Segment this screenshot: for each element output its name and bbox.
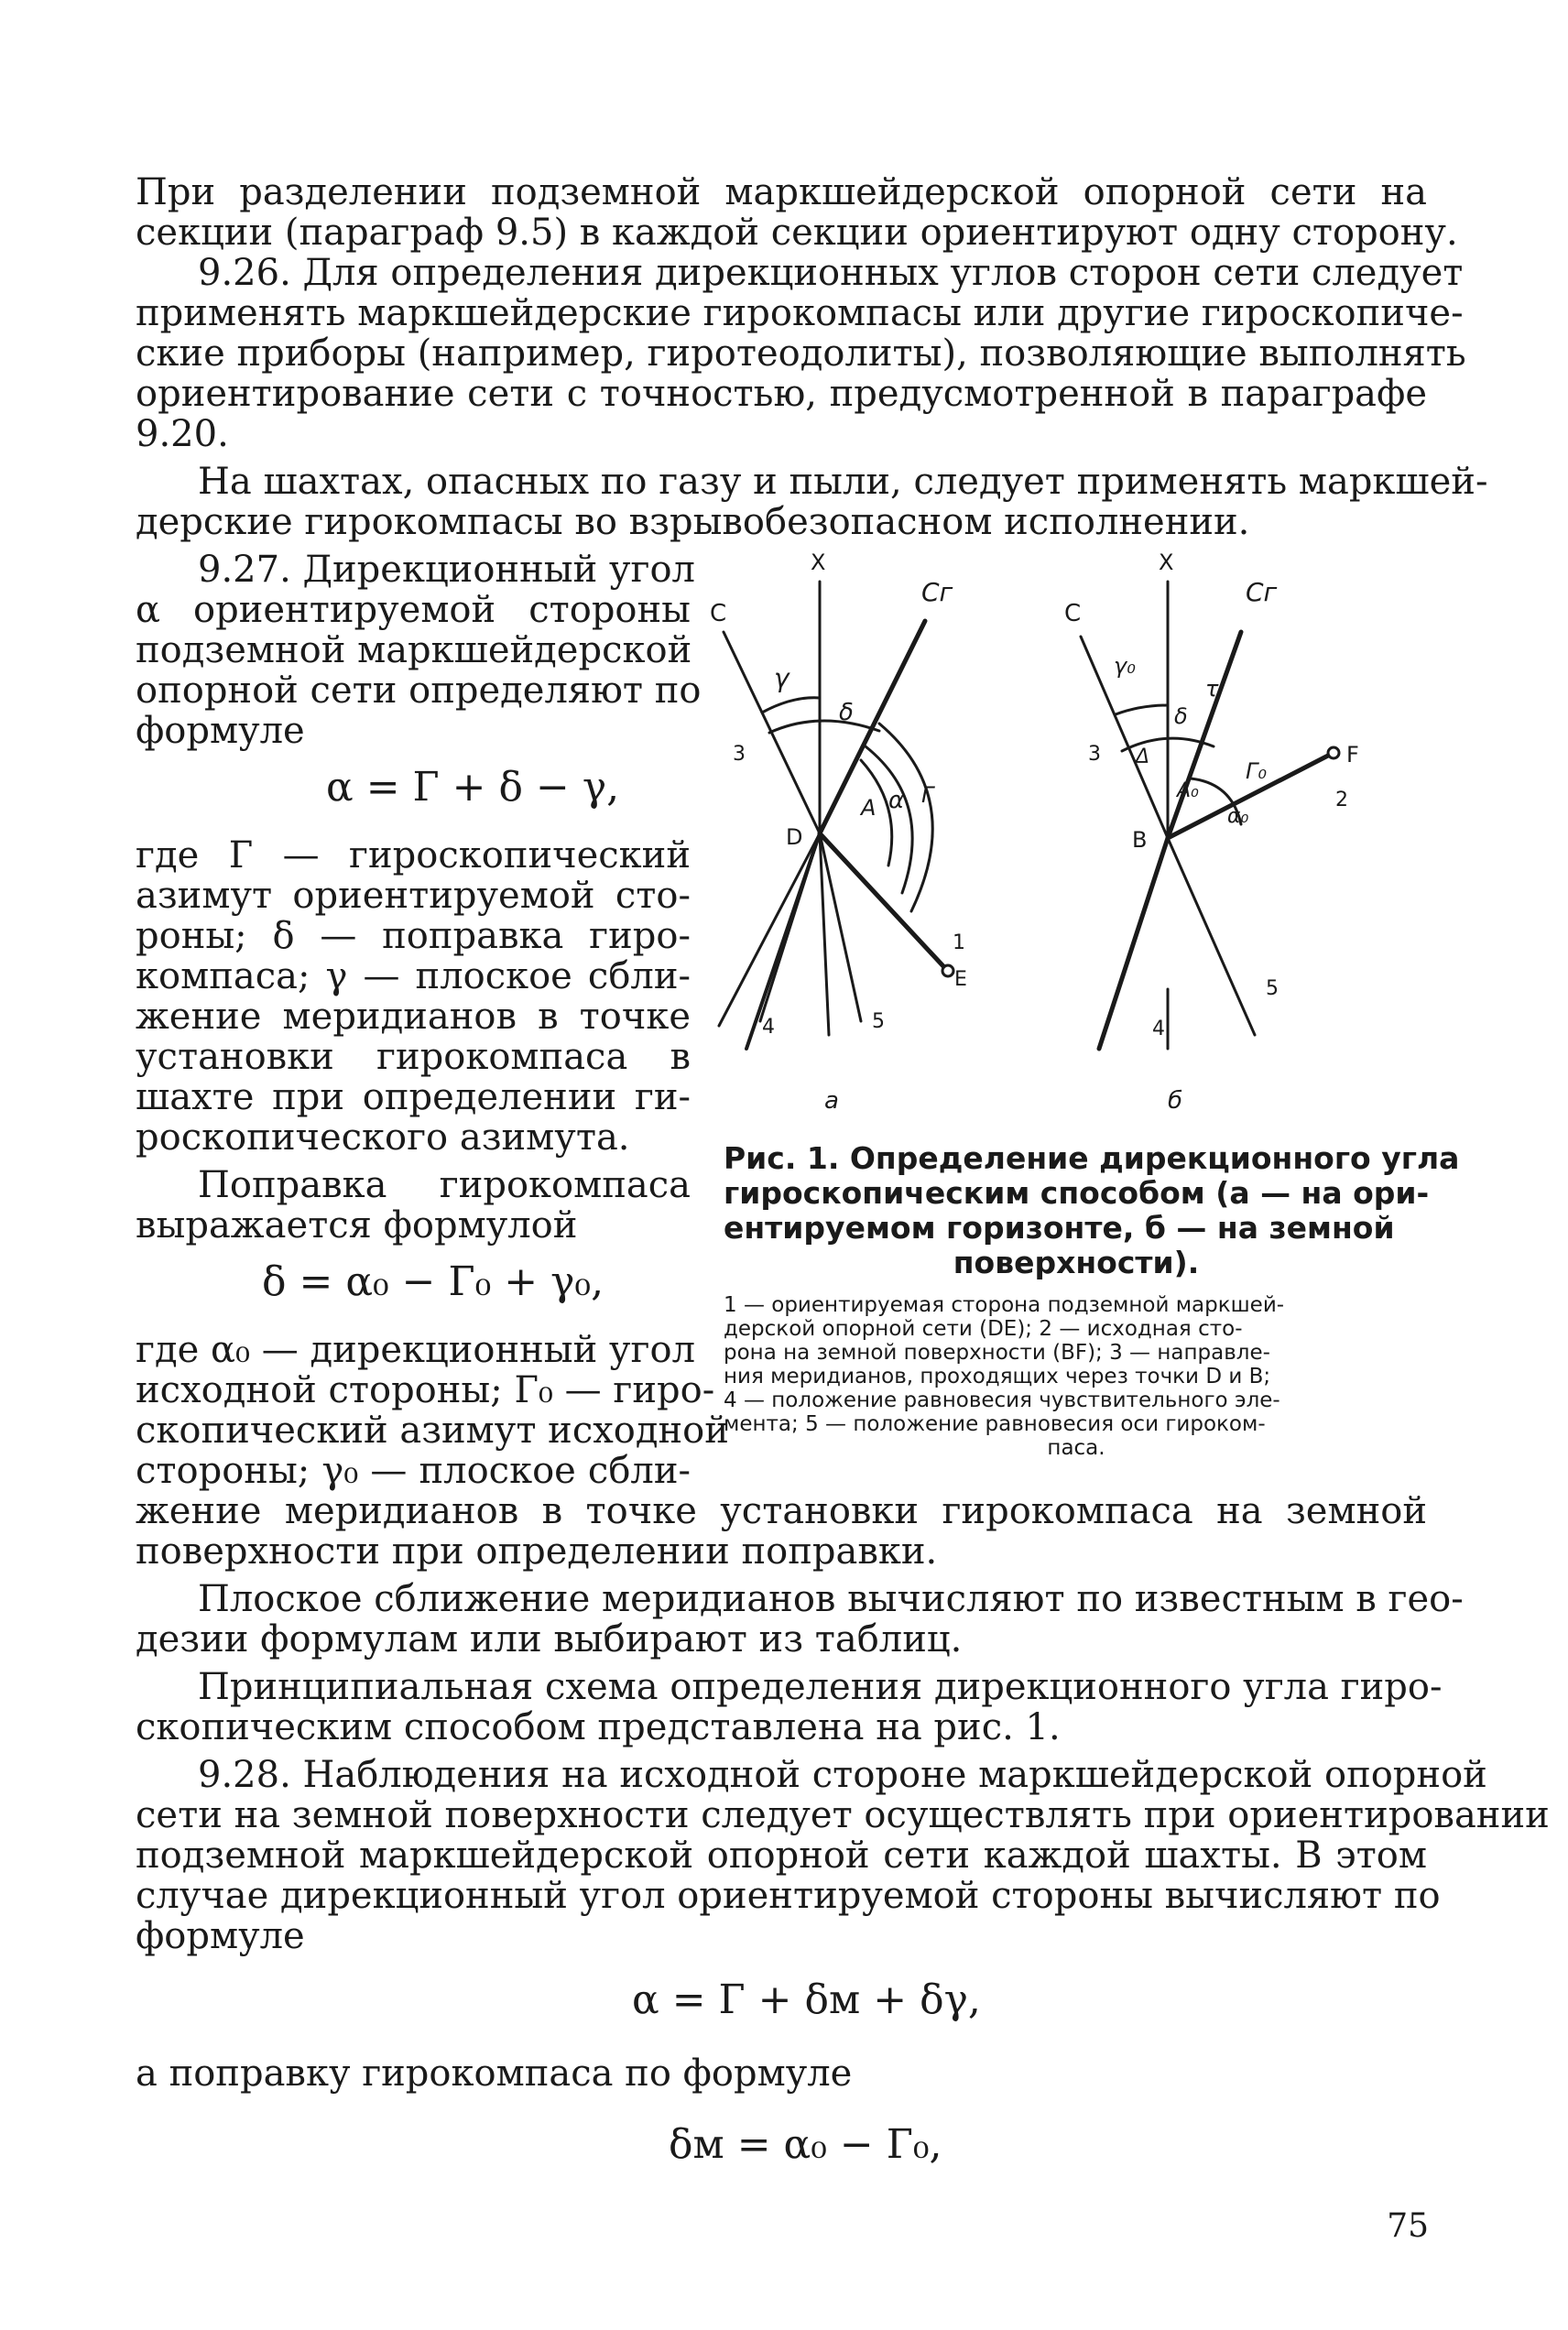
text-line: формуле <box>136 1915 305 1957</box>
figure-legend-line: 1 — ориентируемая сторона подземной маркшей- <box>724 1293 1285 1317</box>
figure-legend-line: рона на земной поверхности (BF); 3 — направле- <box>724 1341 1270 1365</box>
figure-legend-line: 4 — положение равновесия чувствительного эле- <box>724 1388 1280 1412</box>
label-cg: Cг <box>921 577 953 607</box>
text-line: При разделении подземной маркшейдерской опорной сети на <box>136 171 1427 213</box>
text-line: где Г — гироскопический <box>136 834 691 876</box>
arc-delta <box>769 721 879 733</box>
text-line: Поправка гирокомпаса <box>198 1164 691 1206</box>
arc-gamma0 <box>1116 705 1168 714</box>
text-line: дезии формулам или выбирают из таблиц. <box>136 1618 963 1660</box>
label-b: B <box>1132 827 1148 853</box>
text-line: подземной маркшейдерской опорной сети каждой шахты. В этом <box>136 1835 1427 1877</box>
label-c: C <box>710 600 727 627</box>
label-cg-b: Cг <box>1246 577 1278 607</box>
label-x-b: X <box>1159 550 1174 575</box>
text-line: ориентирование сети с точностью, предусмотренной в параграфе <box>136 373 1427 415</box>
text-line: а поправку гирокомпаса по формуле <box>136 2052 853 2095</box>
label-delta: δ <box>839 699 854 726</box>
text-line: случае дирекционный угол ориентируемой стороны вычисляют по <box>136 1875 1441 1917</box>
page-number: 75 <box>1387 2207 1429 2245</box>
label-Delta: Δ <box>1136 746 1150 768</box>
label-panel-b: б <box>1168 1087 1183 1115</box>
arc-gamma <box>762 698 820 713</box>
text-line: стороны; γ₀ — плоское сбли- <box>136 1450 691 1492</box>
text-line: подземной маркшейдерской <box>136 629 692 671</box>
text-line: ские приборы (например, гиротеодолиты), позволяющие выполнять <box>136 332 1466 375</box>
text-line: где α₀ — дирекционный угол <box>136 1329 695 1371</box>
label-gamma: γ <box>774 663 789 693</box>
text-line: опорной сети определяют по <box>136 670 702 712</box>
text-line: жение меридианов в точке установки гирокомпаса на земной <box>136 1490 1427 1532</box>
text-line: компаса; γ — плоское сбли- <box>136 955 691 997</box>
figure-caption-line: ентируемом горизонте, б — на земной <box>724 1210 1395 1246</box>
label-g: Г <box>921 782 934 808</box>
text-line: 9.27. Дирекционный угол <box>198 549 695 591</box>
label-x: X <box>811 550 826 575</box>
side-de-line <box>820 833 943 966</box>
label-5: 5 <box>872 1010 885 1033</box>
text-line: 9.20. <box>136 413 229 455</box>
label-g0: Г₀ <box>1246 758 1267 784</box>
text-line: сети на земной поверхности следует осуществлять при ориентировании <box>136 1794 1550 1836</box>
formula-delta-m: δм = α₀ − Г₀, <box>669 2121 942 2168</box>
figure-legend-line: ния меридианов, проходящих через точки D и B; <box>724 1365 1271 1388</box>
formula-delta: δ = α₀ − Г₀ + γ₀, <box>262 1258 604 1305</box>
text-line: исходной стороны; Г₀ — гиро- <box>136 1369 715 1411</box>
label-f: F <box>1346 742 1359 768</box>
meridian-line-lower <box>719 833 820 1026</box>
label-3-b: 3 <box>1088 743 1101 766</box>
text-line: установки гирокомпаса в <box>136 1036 691 1078</box>
label-4: 4 <box>762 1016 775 1039</box>
text-line: На шахтах, опасных по газу и пыли, следует применять маркшей- <box>198 461 1488 503</box>
label-3: 3 <box>733 743 746 766</box>
figure-legend-line: паса. <box>1047 1436 1105 1460</box>
label-c-b: C <box>1064 600 1082 627</box>
label-tau: τ <box>1205 676 1219 702</box>
point-e <box>942 965 953 976</box>
figure-caption-line: гироскопическим способом (а — на ори- <box>724 1175 1430 1211</box>
point-f <box>1328 747 1339 758</box>
text-line: α ориентируемой стороны <box>136 589 691 631</box>
formula-alpha: α = Г + δ − γ, <box>326 764 620 811</box>
figure-caption-line: Рис. 1. Определение дирекционного угла <box>724 1140 1460 1176</box>
text-line: дерские гирокомпасы во взрывобезопасном исполнении. <box>136 501 1250 543</box>
text-line: 9.28. Наблюдения на исходной стороне маркшейдерской опорной <box>198 1754 1487 1796</box>
text-line: применять маркшейдерские гирокомпасы или другие гироскопиче- <box>136 292 1464 334</box>
formula-alpha-2: α = Г + δм + δγ, <box>632 1976 981 2023</box>
text-line: азимут ориентируемой сто- <box>136 875 691 917</box>
text-line: скопическим способом представлена на рис. 1. <box>136 1706 1061 1748</box>
text-line: роскопического азимута. <box>136 1116 630 1159</box>
text-line: поверхности при определении поправки. <box>136 1530 938 1573</box>
figure-legend-line: дерской опорной сети (DE); 2 — исходная сто- <box>724 1317 1243 1341</box>
text-line: выражается формулой <box>136 1204 578 1247</box>
label-5-b: 5 <box>1266 977 1279 1000</box>
text-line: 9.26. Для определения дирекционных углов сторон сети следует <box>198 252 1464 294</box>
figure-legend-line: мента; 5 — положение равновесия оси гироком- <box>724 1412 1266 1436</box>
text-line: роны; δ — поправка гиро- <box>136 915 691 957</box>
label-alpha: α <box>888 787 905 814</box>
text-line: жение меридианов в точке <box>136 996 691 1038</box>
label-2: 2 <box>1335 789 1348 811</box>
text-line: формуле <box>136 710 305 752</box>
equilibrium-axis-line-b <box>1168 838 1255 1035</box>
label-delta-b: δ <box>1174 703 1188 729</box>
label-alpha0: α₀ <box>1227 805 1249 828</box>
label-4-b: 4 <box>1152 1018 1165 1040</box>
text-line: Принципиальная схема определения дирекционного угла гиро- <box>198 1666 1443 1708</box>
text-line: шахте при определении ги- <box>136 1076 691 1118</box>
label-gamma0: γ₀ <box>1114 653 1136 679</box>
figure-caption-line: поверхности). <box>953 1245 1200 1280</box>
text-line: Плоское сближение меридианов вычисляют по известным в гео- <box>198 1578 1464 1620</box>
label-e: E <box>954 968 967 991</box>
text-line: секции (параграф 9.5) в каждой секции ориентируют одну сторону. <box>136 212 1458 254</box>
label-d: D <box>786 824 803 850</box>
label-a: A <box>861 795 877 821</box>
label-1: 1 <box>953 931 965 954</box>
label-panel-a: а <box>824 1087 839 1115</box>
figure-gyrocompass-diagram <box>705 550 1438 1136</box>
label-a0: A₀ <box>1177 779 1199 802</box>
text-line: скопический азимут исходной <box>136 1410 729 1452</box>
